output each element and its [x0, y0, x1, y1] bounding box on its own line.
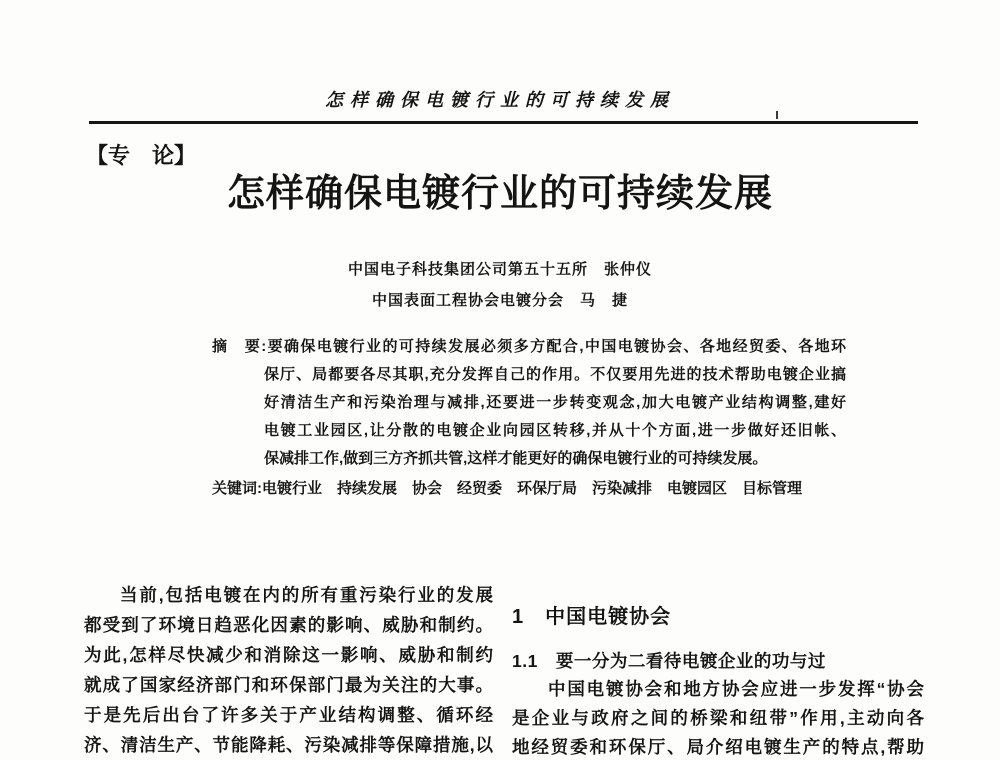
body-text-line: 就成了国家经济部门和环保部门最为关注的大事。: [84, 675, 493, 695]
keywords-line: [212, 480, 872, 497]
abstract-text: 要确保电镀行业的可持续发展必须多方配合,中国电镀协会、各地经贸委、各地环: [266, 338, 847, 355]
body-text-line: 中国电镀协会和地方协会应进一步发挥“协会: [548, 679, 924, 699]
scan-artifact-tick: [776, 111, 778, 119]
body-text-line: 济、清洁生产、节能降耗、污染减排等保障措施,以: [84, 735, 493, 755]
abstract-line: 电镀工业园区,让分散的电镀企业向园区转移,并从十个方面,进一步做好还旧帐、: [264, 422, 846, 439]
section-1-1-heading: 1.1 要一分为二看待电镀企业的功与过: [512, 651, 826, 671]
section-1-heading: 1 中国电镀协会: [512, 606, 672, 628]
body-text-line: 于是先后出台了许多关于产业结构调整、循环经: [84, 705, 493, 725]
abstract-line: 好清洁生产和污染治理与减排,还要进一步转变观念,加大电镀产业结构调整,建好: [264, 394, 846, 411]
body-text-line: 都受到了环境日趋恶化因素的影响、威胁和制约。: [84, 615, 493, 635]
body-text-line: 当前,包括电镀在内的所有重污染行业的发展: [120, 585, 493, 605]
keywords-text: 电镀行业 持续发展 协会 经贸委 环保厅局 污染减排 电镀园区 目标管理: [262, 480, 803, 497]
abstract-label: 摘 要:: [212, 338, 267, 355]
column-section-label: 【专 论】: [86, 143, 197, 168]
abstract-line: [212, 338, 846, 355]
header-rule: [89, 121, 918, 124]
keywords-label: 关键词:: [212, 480, 262, 497]
article-title: 怎样确保电镀行业的可持续发展: [226, 173, 773, 215]
author-affiliation-line-2: 中国表面工程协会电镀分会 马 捷: [371, 292, 628, 309]
body-text-line: 是企业与政府之间的桥梁和纽带”作用,主动向各: [512, 708, 924, 728]
running-head: 怎样确保电镀行业的可持续发展: [325, 90, 675, 111]
abstract-line: 保厅、局都要各尽其职,充分发挥自己的作用。不仅要用先进的技术帮助电镀企业搞: [264, 366, 846, 383]
abstract-line: 保减排工作,做到三方齐抓共管,这样才能更好的确保电镀行业的可持续发展。: [264, 450, 768, 467]
author-affiliation-line-1: 中国电子科技集团公司第五十五所 张仲仪: [347, 261, 652, 278]
body-text-line: 为此,怎样尽快减少和消除这一影响、威胁和制约: [84, 645, 493, 665]
body-text-line: 地经贸委和环保厅、局介绍电镀生产的特点,帮助: [512, 737, 924, 757]
